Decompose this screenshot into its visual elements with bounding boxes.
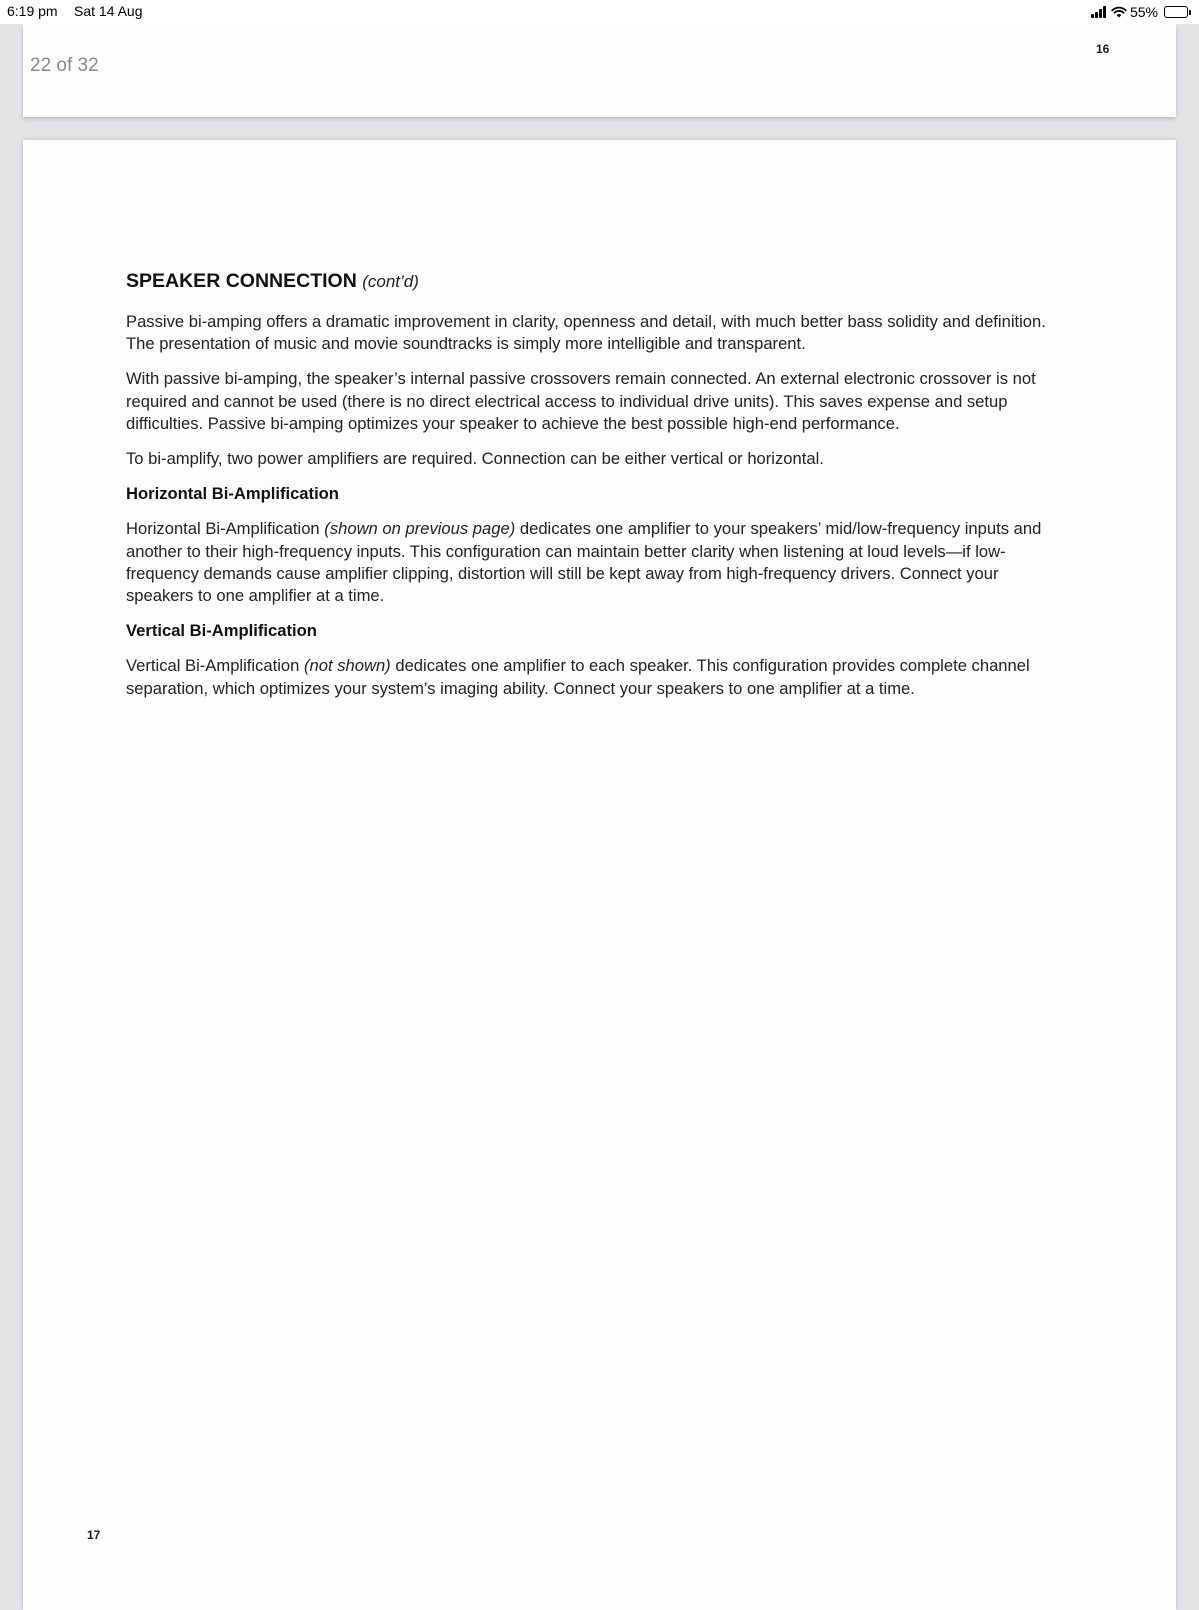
- horizontal-bi-amp-paragraph: [126, 518, 1056, 607]
- page-title-suffix: (cont’d): [362, 272, 419, 291]
- paragraph-amplifier-requirement: To bi-amplify, two power amplifiers are required. Connection can be either vertical or horizontal.: [126, 449, 824, 469]
- vertical-bi-amp-lead: Vertical Bi-Amplification: [126, 656, 300, 676]
- page-content: [126, 269, 1056, 713]
- status-indicators: [1091, 3, 1191, 21]
- vertical-bi-amp-body: dedicates one amplifier to each speaker. This configuration provides complete channel separation, which optimizes your system’s imaging ability. Connect your speakers to one amplifier at a time.: [126, 656, 1030, 698]
- paragraph-passive-crossovers: With passive bi-amping, the speaker’s internal passive crossovers remain connected. An external electronic crossover is not required and cannot be used (there is no direct electrical access to individual drive units). This saves expense and setup difficulties. Passive bi-amping optimizes your speaker to achieve the best possible high-end performance.: [126, 369, 1036, 433]
- page-title-text: SPEAKER CONNECTION: [126, 270, 357, 292]
- vertical-bi-amp-heading: Vertical Bi-Amplification: [126, 621, 317, 641]
- paragraph-bi-amping-benefits: Passive bi-amping offers a dramatic improvement in clarity, openness and detail, with much better bass solidity and definition. The presentation of music and movie soundtracks is simply more intelligible and transparent.: [126, 312, 1046, 354]
- vertical-bi-amp-note: (not shown): [304, 656, 391, 676]
- signal-icon: [1091, 6, 1106, 18]
- previous-page: [23, 24, 1176, 117]
- page-counter: 22 of 32: [30, 55, 99, 76]
- document-page: [23, 140, 1176, 1610]
- status-date: Sat 14 Aug: [74, 3, 143, 19]
- battery-icon: [1164, 6, 1191, 18]
- status-time: 6:19 pm: [7, 3, 58, 19]
- status-bar: [0, 0, 1199, 24]
- previous-page-number: 16: [1096, 42, 1110, 56]
- horizontal-bi-amp-heading: Horizontal Bi-Amplification: [126, 484, 339, 504]
- horizontal-bi-amp-note: (shown on previous page): [324, 519, 516, 539]
- horizontal-bi-amp-lead: Horizontal Bi-Amplification: [126, 519, 320, 539]
- horizontal-bi-amp-body: dedicates one amplifier to your speakers’ mid/low-frequency inputs and another to their high-frequency inputs. This configuration can maintain better clarity when listening at loud levels—if low-frequency demands cause amplifier clipping, distortion will still be kept away from high-frequency drivers. Connect your speakers to one amplifier at a time.: [126, 519, 1042, 606]
- page-number: 17: [87, 1528, 101, 1542]
- battery-percent: 55%: [1129, 4, 1158, 20]
- vertical-bi-amp-paragraph: [126, 655, 1056, 699]
- page-title: [126, 269, 1056, 294]
- wifi-icon: [1111, 6, 1127, 18]
